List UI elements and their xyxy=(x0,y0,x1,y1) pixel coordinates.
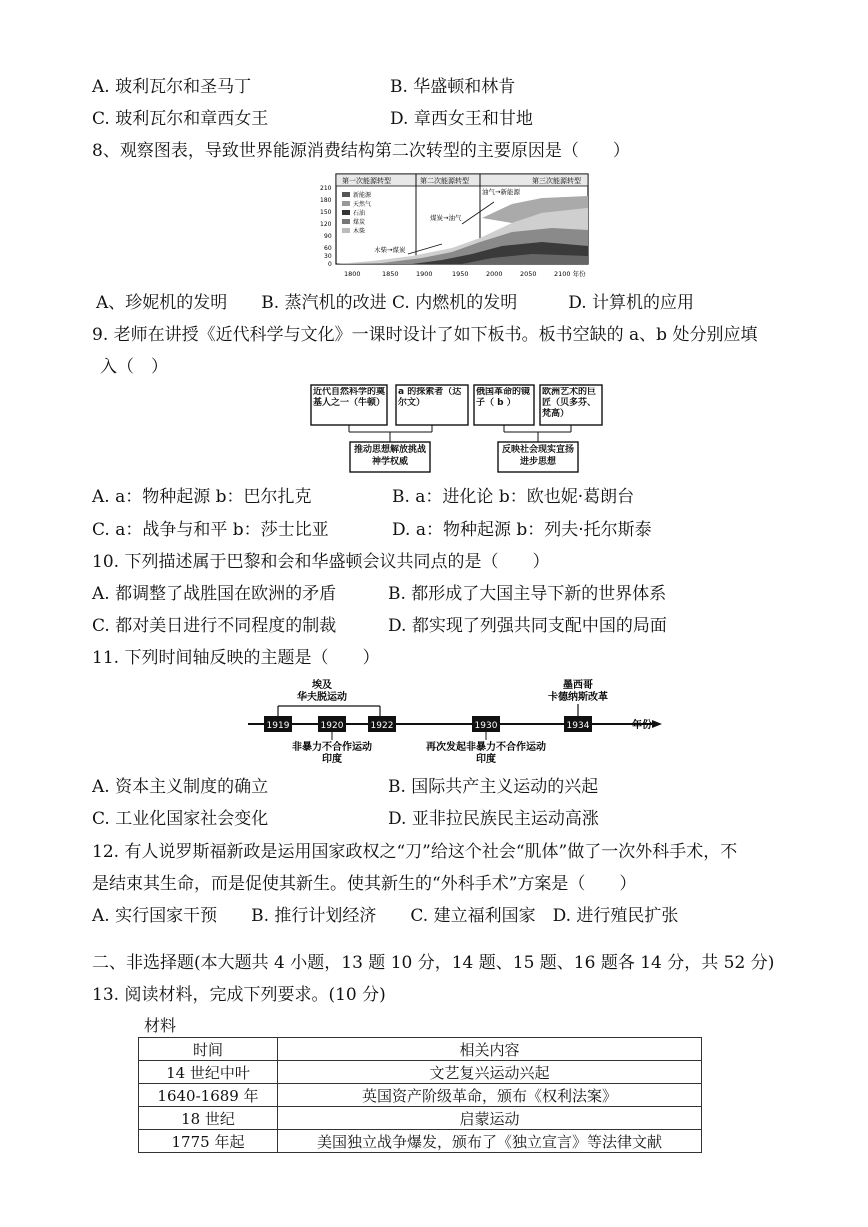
table-cell: 美国独立战争爆发，颁布了《独立宣言》等法律文献 xyxy=(278,1130,702,1153)
event-india-1a: 非暴力不合作运动 xyxy=(292,742,372,753)
table-header: 相关内容 xyxy=(278,1038,702,1061)
svg-text:150: 150 xyxy=(320,209,332,216)
blackboard-diagram xyxy=(310,384,606,474)
q9-option-b: B. a：进化论 b：欧也妮·葛朗台 xyxy=(392,487,635,507)
year-1920: 1920 xyxy=(320,721,344,731)
svg-text:1950: 1950 xyxy=(452,270,469,278)
svg-text:煤炭: 煤炭 xyxy=(353,219,366,226)
event-mexico-1: 墨西哥 xyxy=(563,680,593,691)
event-india-1b: 印度 xyxy=(322,754,342,765)
svg-text:石油: 石油 xyxy=(353,210,366,217)
event-mexico-2: 卡德纳斯改革 xyxy=(548,692,608,703)
table-cell: 18 世纪 xyxy=(139,1107,278,1130)
energy-transition-chart xyxy=(312,168,594,284)
svg-text:1800: 1800 xyxy=(344,270,361,278)
q11-option-c: C. 工业化国家社会变化 xyxy=(92,809,269,829)
table-row xyxy=(139,1084,702,1107)
q13-stem: 13. 阅读材料，完成下列要求。(10 分) xyxy=(92,985,386,1005)
q9-option-c: C. a：战争与和平 b：莎士比亚 xyxy=(92,520,329,540)
table-cell: 英国资产阶级革命，颁布《权利法案》 xyxy=(278,1084,702,1107)
chart-header-3: 第三次能源转型 xyxy=(532,177,581,185)
table-row xyxy=(139,1130,702,1153)
chart-header-2: 第二次能源转型 xyxy=(420,177,469,185)
q8-options: A、珍妮机的发明 B. 蒸汽机的改进 C. 内燃机的发明 D. 计算机的应用 xyxy=(96,293,695,313)
svg-text:2050: 2050 xyxy=(520,270,537,278)
svg-text:天然气: 天然气 xyxy=(353,201,372,208)
table-header-row xyxy=(139,1038,702,1061)
box-darwin: a 的探索者（达尔文） xyxy=(398,387,462,408)
material-table xyxy=(138,1037,702,1153)
svg-text:木柴: 木柴 xyxy=(353,228,366,235)
year-1934: 1934 xyxy=(566,721,590,731)
svg-text:2000: 2000 xyxy=(486,270,503,278)
svg-text:30: 30 xyxy=(324,253,332,260)
event-india-2a: 再次发起非暴力不合作运动 xyxy=(426,742,546,753)
table-row xyxy=(139,1061,702,1084)
q7-option-d: D. 章西女王和甘地 xyxy=(390,109,533,129)
annotation-2: 煤炭→油气 xyxy=(430,214,462,222)
svg-text:210: 210 xyxy=(320,185,332,192)
svg-text:120: 120 xyxy=(320,221,332,228)
svg-text:2100 年份: 2100 年份 xyxy=(554,270,586,278)
q8-stem: 8、观察图表，导致世界能源消费结构第二次转型的主要原因是（ ） xyxy=(92,141,630,161)
table-cell: 1640-1689 年 xyxy=(139,1084,278,1107)
q10-option-a: A. 都调整了战胜国在欧洲的矛盾 xyxy=(92,584,337,604)
q9-option-d: D. a：物种起源 b：列夫·托尔斯泰 xyxy=(392,520,652,540)
table-cell: 文艺复兴运动兴起 xyxy=(278,1061,702,1084)
year-1930: 1930 xyxy=(474,721,498,731)
q12-line1: 12. 有人说罗斯福新政是运用国家政权之“刀”给这个社会“肌体”做了一次外科手术，不 xyxy=(92,842,738,862)
box-artists: 欧洲艺术的巨匠（贝多芬、梵高） xyxy=(542,387,597,419)
summary-science: 推动思想解放挑战神学权威 xyxy=(353,445,426,467)
annotation-1: 木柴→煤炭 xyxy=(374,246,406,254)
table-row xyxy=(139,1107,702,1130)
q12-options: A. 实行国家干预 B. 推行计划经济 C. 建立福利国家 D. 进行殖民扩张 xyxy=(92,906,679,926)
year-1919: 1919 xyxy=(266,721,290,731)
svg-text:0: 0 xyxy=(328,261,332,268)
svg-text:新能源: 新能源 xyxy=(353,192,372,199)
q7-option-c: C. 玻利瓦尔和章西女王 xyxy=(92,109,269,129)
svg-text:60: 60 xyxy=(324,245,332,252)
q9-option-a: A. a：物种起源 b：巴尔扎克 xyxy=(92,487,312,507)
svg-text:1850: 1850 xyxy=(382,270,399,278)
event-egypt-2: 华夫脱运动 xyxy=(297,692,347,703)
table-header: 时间 xyxy=(139,1038,278,1061)
q10-option-c: C. 都对美日进行不同程度的制裁 xyxy=(92,616,337,636)
q10-option-d: D. 都实现了列强共同支配中国的局面 xyxy=(388,616,667,636)
annotation-3: 油气→新能源 xyxy=(482,188,520,196)
chart-header-1: 第一次能源转型 xyxy=(342,177,391,185)
year-1922: 1922 xyxy=(370,721,394,731)
svg-text:1900: 1900 xyxy=(416,270,433,278)
event-egypt-1: 埃及 xyxy=(312,680,332,691)
table-cell: 14 世纪中叶 xyxy=(139,1061,278,1084)
q9-stem-line2: 入（ ） xyxy=(100,357,168,377)
box-newton: 近代自然科学的奠基人之一（牛顿） xyxy=(313,387,385,408)
summary-culture: 反映社会现实宣扬进步思想 xyxy=(501,445,574,467)
table-cell: 启蒙运动 xyxy=(278,1107,702,1130)
q12-line2: 是结束其生命，而是促使其新生。使其新生的“外科手术”方案是（ ） xyxy=(92,874,637,894)
material-label: 材料 xyxy=(144,1016,177,1035)
timeline-unit: 年份 xyxy=(632,720,652,731)
svg-text:90: 90 xyxy=(324,233,332,240)
q10-option-b: B. 都形成了大国主导下新的世界体系 xyxy=(388,584,667,604)
q11-stem: 11. 下列时间轴反映的主题是（ ） xyxy=(92,648,380,668)
q11-option-d: D. 亚非拉民族民主运动高涨 xyxy=(388,809,599,829)
q11-option-a: A. 资本主义制度的确立 xyxy=(92,777,269,797)
section2-heading: 二、非选择题(本大题共 4 小题，13 题 10 分，14 题、15 题、16 题各 14 分，共 52 分) xyxy=(92,953,775,973)
event-india-2b: 印度 xyxy=(476,754,496,765)
timeline-figure xyxy=(248,676,668,772)
q10-stem: 10. 下列描述属于巴黎和会和华盛顿会议共同点的是（ ） xyxy=(92,552,550,572)
q9-stem-line1: 9. 老师在讲授《近代科学与文化》一课时设计了如下板书。板书空缺的 a、b 处分别应填 xyxy=(92,325,758,345)
q7-option-a: A. 玻利瓦尔和圣马丁 xyxy=(92,77,252,97)
table-cell: 1775 年起 xyxy=(139,1130,278,1153)
q11-option-b: B. 国际共产主义运动的兴起 xyxy=(388,777,599,797)
q7-option-b: B. 华盛顿和林肯 xyxy=(390,77,516,97)
svg-text:180: 180 xyxy=(320,197,332,204)
box-russia: 俄国革命的镜子（ b ） xyxy=(476,387,531,408)
